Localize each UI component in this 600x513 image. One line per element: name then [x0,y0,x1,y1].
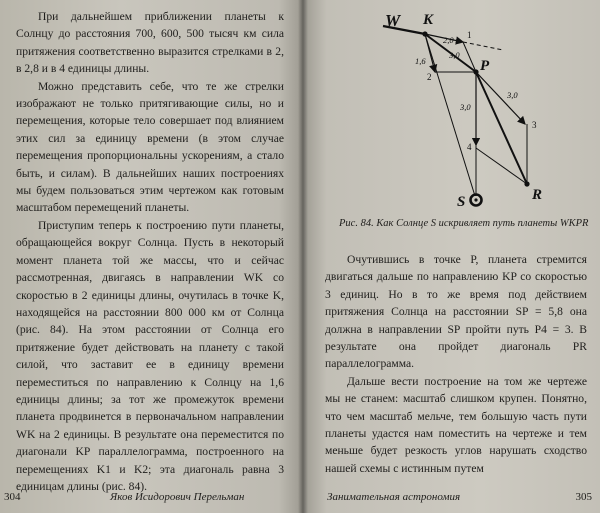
caption-text: Как Солнце S искривляет путь планеты WKPR [376,218,589,229]
label-kp-3-0: 3,0 [449,50,460,60]
label-4: 4 [467,142,472,152]
line-p-3 [476,72,525,124]
book-gutter [298,0,308,513]
label-w: W [385,11,401,30]
label-s: S [457,194,466,210]
running-head: Занимательная астрономия [327,491,461,503]
label-1: 1 [467,30,472,40]
label-1-6: 1,6 [415,56,426,66]
label-k: K [423,12,434,28]
figure-84 [303,0,600,250]
paragraph: Можно представить себе, что те же стрелки изображают не только притягивающие силы, но и перемещения, которые тело совершает под влиянием этих сил за единицу времени (в этом случае перемещения пропорциональны ускорениям, а стало быть, и силам). В дальнейших наших построениях мы будем пользоваться этим чертежом как готовым масштабом перемещений планеты. [16,79,284,215]
running-head: Яков Исидорович Перельман [110,491,245,503]
label-p4-3-0: 3,0 [460,102,471,112]
label-p3-3-0: 3,0 [507,90,518,100]
left-page-body [16,8,284,495]
figure-caption [339,218,599,229]
sun-center [474,198,477,201]
label-2-0: 2,0 [443,35,454,45]
paragraph: При дальнейшем приближении планеты к Солнцу до расстояния 700, 600, 500 тысяч км сила притяжения соответственно выразится стрелками в 2, в 2,8 и в 4 единицы длины. [16,10,284,76]
label-p: P [480,58,490,74]
page-number: 305 [575,491,592,503]
line-pr [476,72,527,184]
label-3: 3 [532,120,537,130]
paragraph: Очутившись в точке P, планета стремится двигаться дальше по направлению KP со скоростью 3 единиц. Но в то же время под действием притяжения Солнца на расстоянии SP = 5,8 она должна в направлении SP пройти путь P4 = 3. В результате она пройдет диагональ PR параллелограмма. [325,253,587,371]
page-number: 304 [4,491,21,503]
paragraph: Приступим теперь к построению пути планеты, обращающейся вокруг Солнца. Пусть в некоторый момент планета той же массы, что и сейчас рассмотренная, двигаясь в направлении WK со скоростью в 2 единицы длины, очутилась в точке K, находящейся на расстоянии 800 000 км от Солнца (рис. 84). На этом расстоянии от Солнца его притяжение будет действовать на планету с такой силой, что заставит ее в единицу времени переместиться по направлению к Солнцу на 1,6 единицы длины; за тот же промежуток времени планета продвинется в первоначальном направлении WK на 2 единицы. В результате она переместится по диагонали KP параллелограмма, построенного на перемещениях K1 и K2; эта диагональ равна 3 единицам длины (рис. 84). [16,218,284,493]
paragraph: Дальше вести построение на том же чертеже мы не станем: масштаб слишком крупен. Понятно, что чем масштаб мельче, тем большую часть пути планеты удастся нам поместить на чертеже и тем меньше будет резкость углов нарушать сходство нашей схемы с истинным путем [325,374,587,475]
point-p [473,69,478,74]
point-r [524,181,529,186]
right-page-body [325,251,587,477]
label-r: R [532,187,543,203]
point-k [422,31,427,36]
label-2: 2 [427,72,432,82]
right-page [303,0,600,513]
dashed-continuation [463,42,503,50]
caption-prefix: Рис. 84. [339,218,374,229]
